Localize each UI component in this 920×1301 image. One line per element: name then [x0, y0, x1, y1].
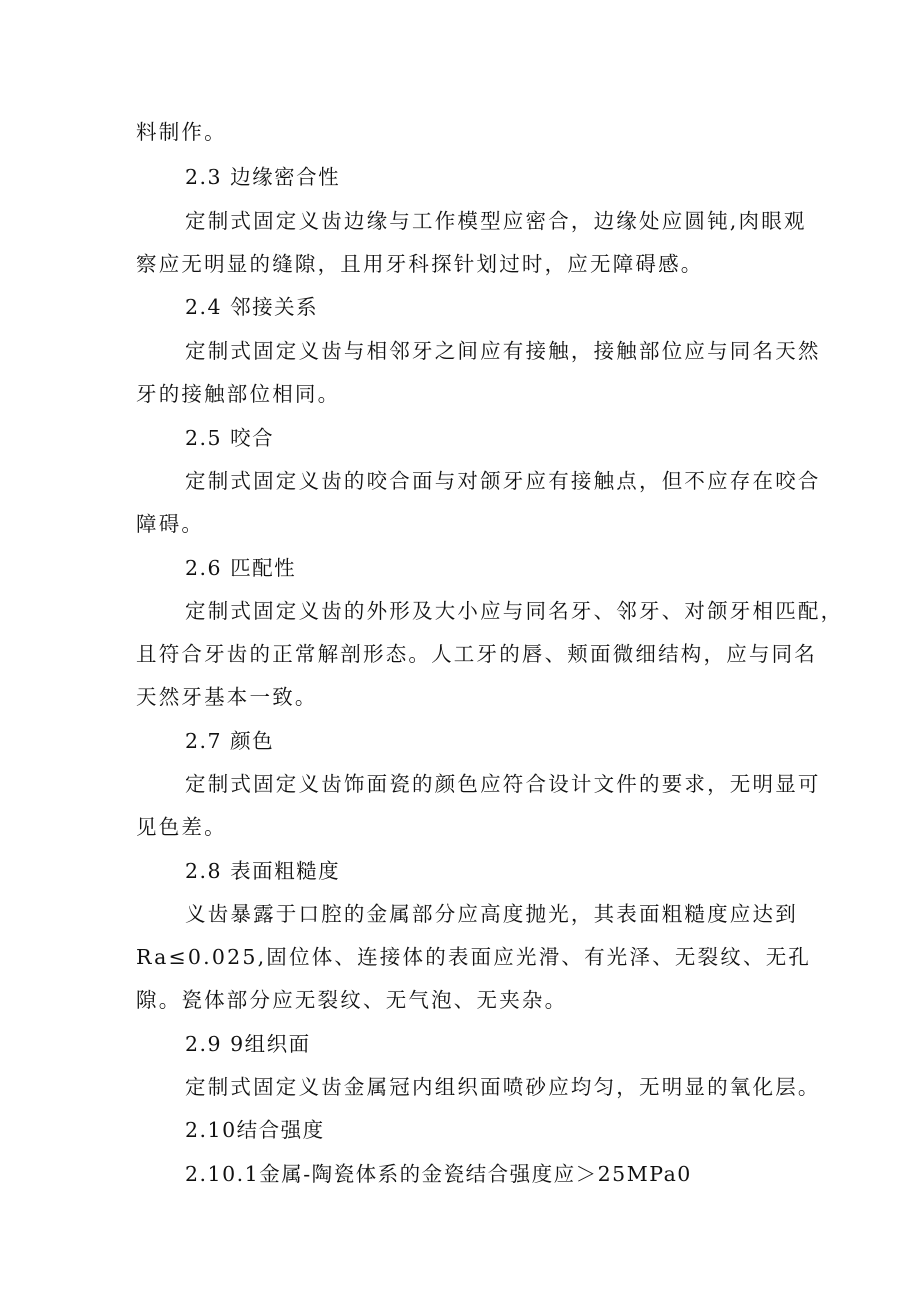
section-heading-2-8: 2.8 表面粗糙度: [185, 859, 341, 883]
section-heading-2-4: 2.4 邻接关系: [185, 295, 319, 319]
paragraph-line: 料制作。: [136, 120, 227, 144]
paragraph-line: 定制式固定义齿的咬合面与对颌牙应有接触点，但不应存在咬合: [185, 469, 821, 493]
section-heading-2-5: 2.5 咬合: [185, 426, 275, 450]
paragraph-line: 定制式固定义齿金属冠内组织面喷砂应均匀，无明显的氧化层。: [185, 1075, 821, 1099]
paragraph-line: 见色差。: [136, 815, 227, 839]
paragraph-line: 义齿暴露于口腔的金属部分应高度抛光，其表面粗糙度应达到: [185, 902, 798, 926]
paragraph-line: 定制式固定义齿的外形及大小应与同名牙、邻牙、对颌牙相匹配，: [185, 599, 844, 623]
paragraph-line: 障碍。: [136, 512, 205, 536]
paragraph-line: 且符合牙齿的正常解剖形态。人工牙的唇、颊面微细结构，应与同名: [136, 642, 817, 666]
section-heading-2-9: 2.9 9组织面: [185, 1032, 311, 1056]
paragraph-line: 定制式固定义齿与相邻牙之间应有接触，接触部位应与同名天然: [185, 339, 821, 363]
paragraph-line: 定制式固定义齿边缘与工作模型应密合，边缘处应圆钝,肉眼观: [185, 209, 807, 233]
paragraph-line: 隙。瓷体部分应无裂纹、无气泡、无夹杂。: [136, 988, 568, 1012]
section-heading-2-10: 2.10结合强度: [185, 1118, 325, 1142]
section-heading-2-7: 2.7 颜色: [185, 729, 275, 753]
paragraph-line: 定制式固定义齿饰面瓷的颜色应符合设计文件的要求，无明显可: [185, 772, 821, 796]
paragraph-line: 天然牙基本一致。: [136, 685, 318, 709]
subsection-heading-2-10-1: 2.10.1金属-陶瓷体系的金瓷结合强度应＞25MPa0: [185, 1162, 692, 1186]
section-heading-2-6: 2.6 匹配性: [185, 556, 297, 580]
paragraph-line: Ra≤0.025,固位体、连接体的表面应光滑、有光泽、无裂纹、无孔: [136, 945, 812, 969]
section-heading-2-3: 2.3 边缘密合性: [185, 165, 341, 189]
paragraph-line: 察应无明显的缝隙，且用牙科探针划过时，应无障碍感。: [136, 252, 704, 276]
paragraph-line: 牙的接触部位相同。: [136, 382, 341, 406]
